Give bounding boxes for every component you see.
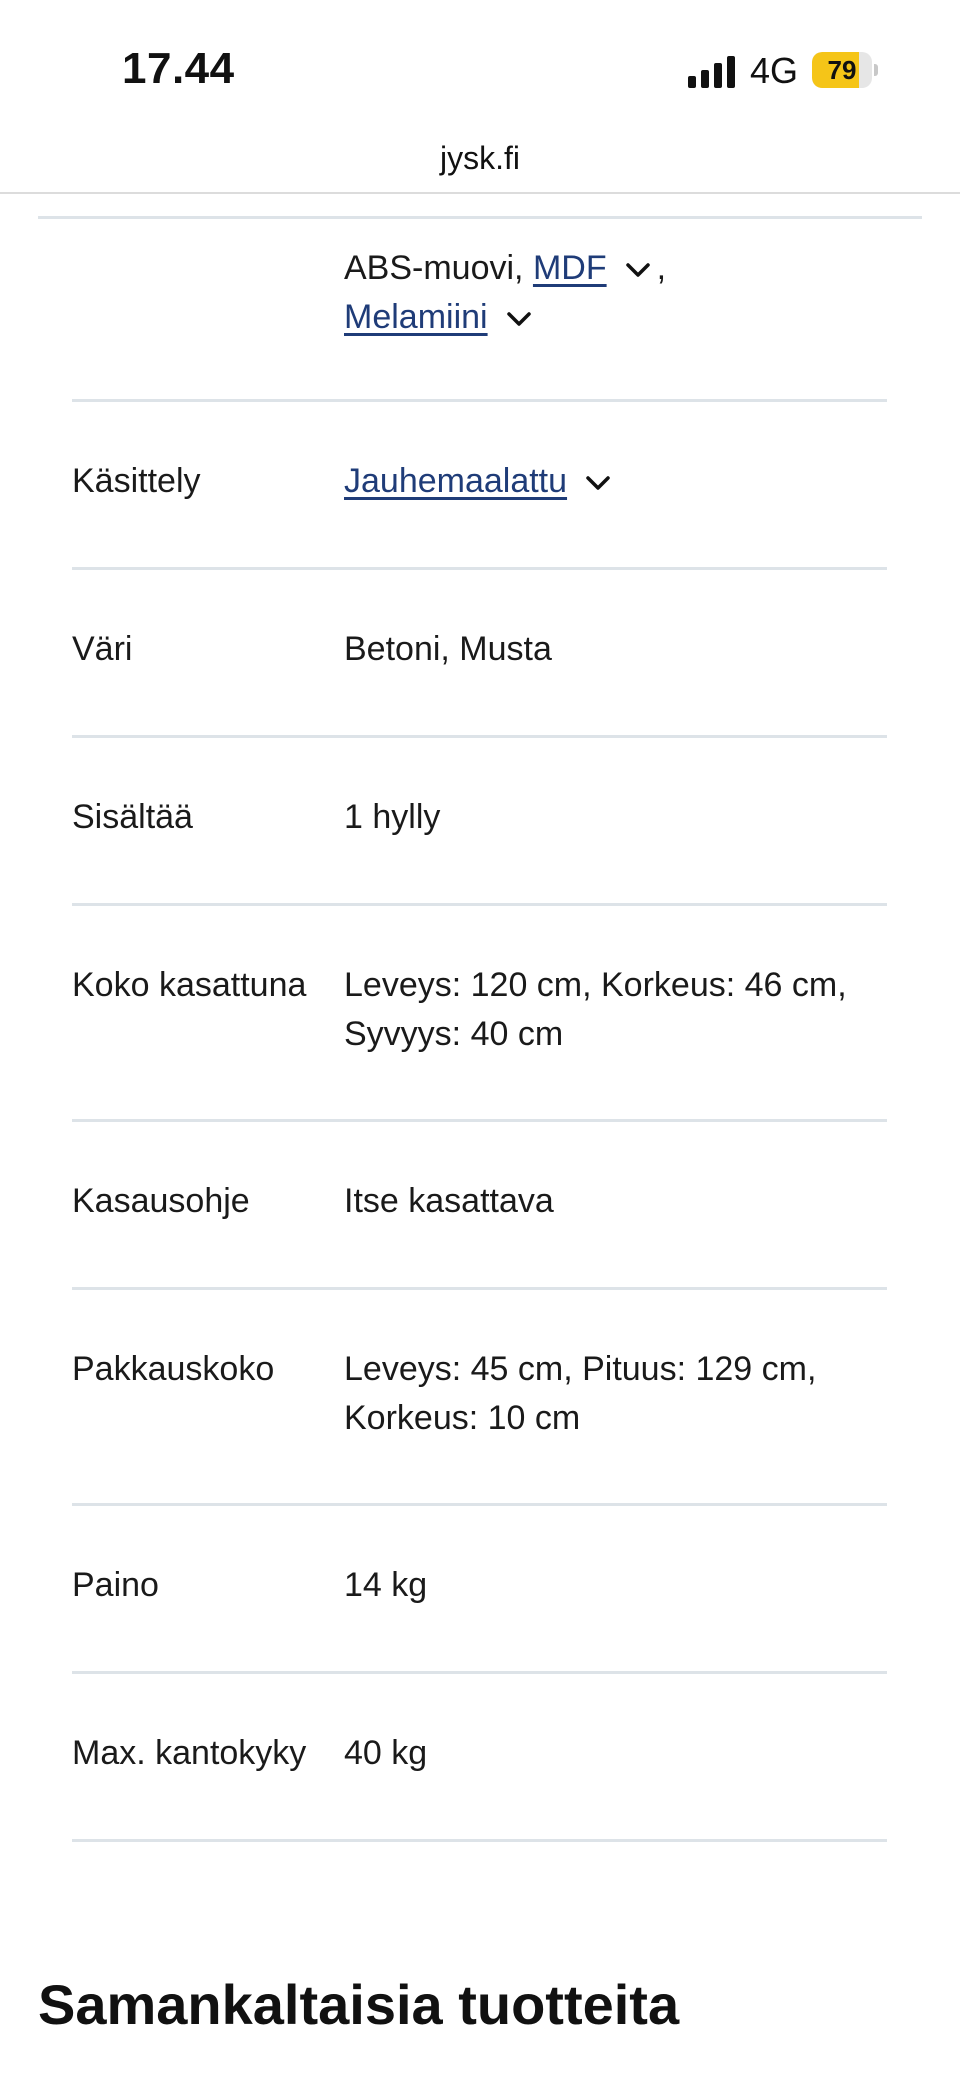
status-time: 17.44 [122, 44, 235, 93]
spec-row-weight [0, 1503, 960, 1671]
chevron-down-icon[interactable] [625, 260, 651, 280]
cellular-signal-icon [688, 56, 736, 88]
spec-label: Pakkauskoko [72, 1350, 275, 1388]
spec-label: Max. kantokyky [72, 1734, 307, 1772]
spec-value: Betoni, Musta [344, 630, 552, 668]
spec-row-materials [0, 219, 960, 399]
spec-label: Sisältää [72, 798, 193, 836]
spec-value: 1 hylly [344, 798, 441, 836]
material-link-mdf[interactable]: MDF [532, 249, 607, 287]
spec-row-includes [0, 735, 960, 903]
battery-icon [812, 52, 876, 88]
spec-label: Kasausohje [72, 1182, 250, 1220]
chevron-down-icon[interactable] [585, 473, 611, 493]
material-text: ABS-muovi, [344, 249, 533, 287]
spec-value: Itse kasattava [344, 1182, 554, 1220]
spec-row-max-load [0, 1671, 960, 1839]
spec-value-materials [344, 244, 889, 342]
spec-label: Koko kasattuna [72, 966, 307, 1004]
network-type: 4G [750, 50, 799, 91]
material-separator: , [656, 249, 667, 287]
spec-value: 14 kg [344, 1566, 428, 1604]
spec-value-treatment [344, 457, 889, 506]
similar-products-heading: Samankaltaisia tuotteita [38, 1973, 680, 2036]
battery-percent: 79 [827, 55, 857, 85]
spec-value: Leveys: 120 cm, Korkeus: 46 cm, Syvyys: 40 cm [344, 966, 847, 1053]
spec-row-assembled-size [0, 903, 960, 1119]
status-bar [0, 0, 960, 120]
product-specs-table [0, 219, 960, 1839]
spec-row-color [0, 567, 960, 735]
spec-value: 40 kg [344, 1734, 428, 1772]
browser-url-bar[interactable] [0, 120, 960, 194]
spec-label: Paino [72, 1566, 159, 1604]
browser-url[interactable]: jysk.fi [440, 140, 520, 176]
spec-label: Väri [72, 630, 133, 668]
spec-label: Käsittely [72, 462, 201, 500]
spec-row-assembly [0, 1119, 960, 1287]
treatment-link[interactable]: Jauhemaalattu [344, 462, 568, 500]
spec-row-package-size [0, 1287, 960, 1503]
spec-value: Leveys: 45 cm, Pituus: 129 cm, Korkeus: 10 cm [344, 1350, 817, 1437]
material-link-melamiini[interactable]: Melamiini [344, 298, 488, 336]
spec-row-treatment [0, 399, 960, 567]
chevron-down-icon[interactable] [506, 309, 532, 329]
